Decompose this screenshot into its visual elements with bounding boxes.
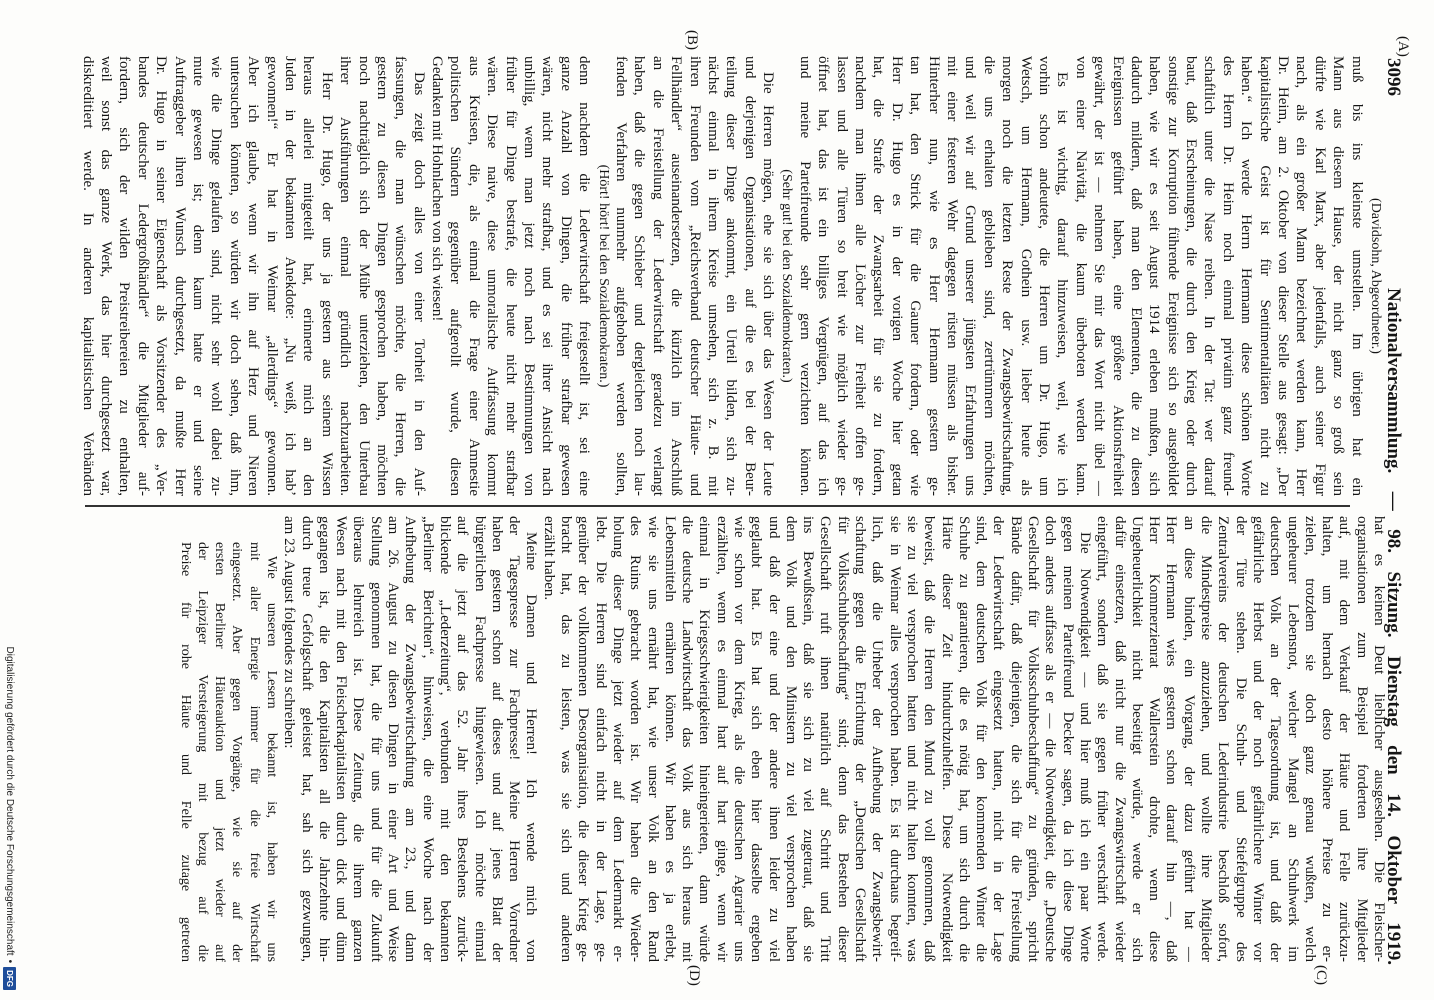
text-line: Die Notwendigkeit — und hier muß ich ein paar Worte: [1076, 532, 1093, 962]
text-line: der Tagespresse zur Fachpresse! Meine Herren Vorredner: [506, 516, 523, 962]
text-line: hat, die Strafe der Zwangsarbeit für sie zu fordern,: [870, 56, 887, 496]
text-line: fenden Verfahren nunmehr aufgehoben werden sollten,: [612, 56, 629, 496]
text-line: Gedanken mit Hohnlachen von sich wiesen!: [429, 56, 446, 322]
text-line: geglaubt hat. Es hat sich eben hier dasselbe ergeben: [748, 516, 765, 962]
text-line: wie sie uns ernährt hat, wie unser Volk an den Rand: [644, 516, 661, 962]
page-number: 3096: [1383, 58, 1404, 96]
text-line: die uns erhalten geblieben sind, zertrümmern möchten,: [980, 56, 997, 496]
text-line: Gesellschaft ruft ihnen natürlich auf Schritt und Tritt: [817, 516, 834, 962]
text-line: Stellung genommen hat, die für uns und für die Zukunft: [367, 516, 384, 962]
text-line: sind, dem deutschen Volk für den kommenden Winter die: [973, 516, 990, 962]
text-line: muß bis ins kleinste umstellen. Im übrigen hat ein: [1348, 56, 1365, 496]
text-line: Preise für rohe Häute und Felle zutage getreten: [177, 542, 193, 962]
text-line: „Berliner Berichten“, hinweisen, die eine Woche nach der: [419, 516, 436, 962]
credit-text: Digitalisierung gefördert durch die Deutsche Forschungsgemeinschaft: [4, 646, 16, 956]
text-line: gewonnen!“ Er hat in Weimar „allerdings“ gewonnen.: [263, 56, 280, 496]
text-line: wie die Dinge gelaufen sind, nicht sehr wohl dabei zu-: [208, 56, 225, 496]
text-line: ungeheurer Lebensnot, welcher Mangel an Schuhwerk im: [1284, 516, 1301, 962]
text-line: tan hat, den Strick für die Gauner fordern, oder wie: [907, 56, 924, 496]
paragraph: [612, 56, 778, 496]
text-line: gewährt, der ist — nehmen Sie mir das Wort nicht übel —: [1091, 56, 1108, 496]
text-line: durch treue Gefolgschaft geleistet hat, sah sich gezwungen,: [298, 516, 315, 962]
text-line: und daß der eine und der andere ihnen leider zu viel: [765, 516, 782, 962]
text-line: bürgerlichen Fachpresse hingewiesen. Ich möchte einmal: [471, 516, 488, 962]
margin-mark-a: (A): [1395, 36, 1411, 57]
interjection: [1366, 56, 1384, 496]
text-line: Wetsch, um Hermann, Gothein usw. lieber heute als: [1017, 56, 1034, 496]
text-line: gegen meinen Parteifreund Decker sagen, da ich diese Dinge: [1059, 516, 1076, 962]
text-line: öffnet hat, das ist ein billiges Vergnügen, auf das ich: [815, 56, 832, 496]
text-line: Herr Kommerzienrat Wallerstein drohte, wenn diese: [1146, 516, 1163, 962]
text-line: und weil wir auf Grund unserer jüngsten Erfahrungen uns: [962, 56, 979, 496]
text-line: Wesen nach mit den Fleischerkapitalisten durch dick und dünn: [333, 516, 350, 962]
text-line: Wie unseren Lesern bekannt ist, haben wir uns: [264, 556, 279, 962]
text-line: teilung dieser Dinge ankommt, ein Urteil bilden, sich zu-: [723, 56, 740, 496]
paragraph: [78, 56, 335, 496]
text-column-right: [176, 516, 1387, 962]
text-line: überaus lehrreich ist. Diese Zeitung, die ihrem ganzen: [350, 516, 367, 962]
text-line: erzählten, wenn es einmal hart auf hart ginge, wenn wir: [713, 516, 730, 962]
text-line: gegangen ist, die den Kapitalisten all die Jahrzehnte hin-: [315, 516, 332, 962]
text-line: mit einer festeren Wehr dagegen rüsten müssen als bisher.: [944, 56, 961, 496]
text-line: des Herrn Dr. Heim noch einmal privatim ganz freund-: [1219, 56, 1236, 496]
text-line: noch nachträglich sich der Mühe unterziehen, den Unterbau: [355, 56, 372, 496]
text-line: einmal in Kriegsschwierigkeiten hineingerieten, dann würde: [696, 516, 713, 962]
text-line: sonstige zur Korruption führende Ereignisse sich so ausgebildet: [1164, 56, 1181, 496]
text-line: der Lederwirtschaft eingesetzt hatten, nicht in der Lage: [990, 516, 1007, 962]
text-line: haben.“ Ich werde Herrn Hermann diese schönen Worte: [1238, 56, 1255, 496]
text-line: halten, um hernach desto höhere Preise zu er-: [1319, 516, 1336, 962]
interjection-line: (Sehr gut! bei den Sozialdemokraten.): [779, 169, 795, 383]
text-line: vorhin schon andeutete, die Herren um Dr. Hugo, um: [1035, 56, 1052, 496]
text-line: haben gestern schon auf dieses und auf jenes Blatt der: [488, 516, 505, 962]
text-line: auf die jetzt auf das 52. Jahr ihres Bestehens zurück-: [454, 516, 471, 962]
paragraph: [336, 56, 428, 496]
text-line: untersuchen könnten, so würden wir doch sehen, daß ihm,: [226, 56, 243, 496]
text-line: wären. Diese naive, diese unmoralische Auffassung kommt: [484, 56, 501, 496]
text-line: gefährliche Herbst und der noch gefährlichere Winter vor: [1249, 516, 1266, 962]
text-line: lassen und alle Türen so breit wie möglich wieder ge-: [833, 56, 850, 496]
text-line: Ereignissen geführt haben, eine größere Aktionsfreiheit: [1109, 56, 1126, 496]
credit-separator: •: [4, 959, 16, 964]
text-line: nächst einmal in ihrem Kreise umsehen, sich z. B. mit: [704, 56, 721, 496]
text-line: Ungeheuerlichkeit nicht beseitigt würde, werde er sich: [1128, 516, 1145, 962]
text-line: deutschen Volk an der Tagesordnung ist, und daß der: [1267, 516, 1284, 962]
text-line: Hinterher nun, wie es Herr Hermann gestern ge-: [925, 56, 942, 496]
text-line: denn nachdem die Lederwirtschaft freigestellt ist, sei eine: [576, 56, 593, 496]
text-line: ins Bewußtsein, daß sie sich zu viel zugetraut, daß sie: [800, 516, 817, 962]
text-line: politischen Sündern gegenüber aufgerollt wurde, diesen: [447, 56, 464, 496]
interjection-line: (Davidsohn, Abgeordneter.): [1368, 198, 1383, 354]
text-line: Herr Hermann wies gestern schon darauf hin —, daß: [1163, 516, 1180, 962]
text-line: bandes deutscher Ledergroßhändler“ die Mitglieder auf-: [134, 56, 151, 496]
paragraph: [796, 56, 1072, 496]
text-line: und meine Parteifreunde sehr gern verzichten können.: [796, 56, 813, 496]
text-line: ihrer Ausführungen einmal gründlich nachzuarbeiten.: [337, 56, 354, 496]
text-line: Die Herren mögen, ehe sie sich über das Wesen der Leute: [760, 72, 777, 496]
text-line: zielen, trotzdem sie doch ganz genau wußten, welch: [1301, 516, 1318, 962]
paragraph: [539, 516, 1093, 962]
text-line: Mann aus diesem Hause, der nicht ganz so groß sein: [1330, 56, 1347, 496]
text-line: aus Kreisen, die, als einmal die Frage einer Amnestie: [465, 56, 482, 496]
text-line: schaftung gegen die Errichtung der „Deutschen Gesellschaft: [852, 516, 869, 962]
text-column-left: [78, 56, 1384, 496]
text-line: blickende „Lederzeitung“, verbunden mit den bekannten: [436, 516, 453, 962]
text-line: Zentralvereins der deutschen Lederindustrie beschloß sofort,: [1215, 516, 1232, 962]
text-line: haben, wie wir es seit August 1914 erleben mußten, sich: [1146, 56, 1163, 496]
paragraph: [280, 516, 539, 962]
text-line: Fellhändler“ auseinandersetzen, die kürzlich im Anschluß: [668, 56, 685, 496]
text-line: Herr Dr. Hugo, der uns ja gestern aus seinem Wissen: [318, 72, 335, 496]
text-line: dem Volk und den Ministern zu viel versprochen haben: [782, 516, 799, 962]
text-line: nachdem man ihnen alle Löcher zur Freiheit offen ge-: [852, 56, 869, 496]
text-line: holung dieser Dinge jetzt wieder auf dem Ledermarkt er-: [609, 516, 626, 962]
text-line: wie schon vor dem Krieg, als die deutschen Agrarier uns: [731, 516, 748, 962]
text-line: genüber der vollkommenen Desorganisation, die dieser Krieg ge-: [575, 516, 592, 962]
text-line: ihren Freunden vom „Reichsverband deutscher Häute- und: [686, 56, 703, 496]
text-line: am 23. August folgendes zu schreiben:: [281, 516, 298, 749]
text-line: die Mindestpreise anzuziehen, und wollte ihre Mitglieder: [1198, 516, 1215, 962]
text-line: gestern zu diesen Dingen gesprochen haben, möchten: [373, 56, 390, 496]
text-line: sie zu viel versprochen hatten und nicht halten konnten, was: [903, 516, 920, 962]
text-line: an diese binden, ein Vorgang, der dazu geführt hat —: [1180, 516, 1197, 962]
text-line: erzählt haben.: [540, 516, 557, 601]
interjection: [593, 56, 611, 496]
text-line: organisationen zum Beispiel forderten ihre Mitglieder: [1353, 516, 1370, 962]
text-line: Herr Dr. Hugo es in der vorigen Woche hier getan: [888, 56, 905, 496]
margin-mark-b: (B): [684, 30, 700, 50]
text-line: Schuhe zu garantieren, die es nötig hat, um sich durch die: [955, 516, 972, 962]
text-line: heraus allerlei mitgeteilt hat, erinnerte mich an den: [300, 56, 317, 496]
text-line: für Volksschuhbeschaffung“ sind; denn das Bestehen dieser: [834, 516, 851, 962]
text-line: fassungen, die man wünschen möchte, die Herren, die: [392, 56, 409, 496]
column-divider: [85, 505, 1350, 507]
text-line: Dr. Hugo in seiner Eigenschaft als Vorsitzender des „Ver-: [153, 56, 170, 496]
text-line: wären, nicht mehr strafbar, und es sei ihrer Ansicht nach: [539, 56, 556, 496]
text-line: weil sonst das ganze Werk, das hier durchgesetzt war,: [98, 56, 115, 496]
text-line: dürfte wie Karl Marx, aber jedenfalls, auch seiner Figur: [1311, 56, 1328, 496]
text-line: Auftraggeber ihren Wunsch durchgesetzt, da mußte Herr: [171, 56, 188, 496]
text-line: schaftlich unter die Nase reiben. In der Tat: wer darauf: [1201, 56, 1218, 496]
text-line: eingesetzt. Aber gegen Vorgänge, wie sie auf der: [229, 542, 245, 962]
text-line: der Leipziger Versteigerung mit bezug auf die: [194, 542, 210, 962]
text-line: bracht hat, das zu leisten, was sie sich und anderen: [558, 516, 575, 962]
text-line: doch anders auffasse als er — die Notwendigkeit, die „Deutsche: [1042, 516, 1059, 962]
text-line: Gesellschaft für Volksschuhbeschaffung“ zu gründen, spricht: [1025, 516, 1042, 962]
text-line: kapitalistische Geist ist für Sentimentalitäten nicht zu: [1256, 56, 1273, 496]
text-line: am 26. August zu diesen Dingen in einer Art und Weise: [385, 516, 402, 962]
text-line: hat es keinen Deut lieblicher ausgesehen. Die Fleischer-: [1371, 516, 1387, 962]
text-line: Lebensmitteln ernähren können. Wir haben es ja erlebt,: [661, 516, 678, 962]
text-line: unbillig, wenn man jetzt noch nach Bestimmungen von: [521, 56, 538, 496]
text-line: auf, mit dem Verkauf der Häute und Felle zurückzu-: [1336, 516, 1353, 962]
text-line: sie in Weimar alles versprochen haben. Es ist durchaus begreif-: [886, 516, 903, 962]
text-line: und derjenigen Organisationen, auf die es bei der Beur-: [741, 56, 758, 496]
interjection-line: (Hört! hört! bei den Sozialdemokraten.): [595, 164, 611, 388]
margin-mark-c: (C): [1313, 965, 1329, 985]
text-line: mit aller Energie immer für die freie Wirtschaft: [246, 542, 262, 962]
text-line: fordern, sich der wilden Preistreibereien zu enthalten,: [116, 56, 133, 496]
text-line: baut, daß Erscheinungen, die durch den Krieg oder durch: [1183, 56, 1200, 496]
paragraph: [1093, 516, 1387, 962]
text-line: dafür einsetzen, daß nicht nur die Zwangswirtschaft wieder: [1111, 516, 1128, 962]
text-line: dadurch mildern, daß man den Elementen, die zu diesen: [1127, 56, 1144, 496]
text-line: Aufhebung der Zwangsbewirtschaftung am 23., und dann: [402, 516, 419, 962]
digitization-credit: [3, 647, 17, 990]
text-line: ersten Berliner Häuteauktion und jetzt wieder auf: [212, 542, 228, 962]
margin-mark-d: (D): [686, 965, 702, 986]
text-line: nach, als ein großer Mann bezeichnet werden kann, Herr: [1293, 56, 1310, 496]
dfg-logo-icon: DFG: [4, 967, 17, 990]
text-line: eingeführt, sondern daß sie gegen früher verschärft werde.: [1094, 516, 1111, 962]
text-line: an die Freistellung der Lederwirtschaft geradezu verlangt: [649, 56, 666, 496]
interjection: [777, 56, 795, 496]
paragraph: [1071, 56, 1365, 496]
text-line: Härte dieser Zeit hindurchzuhelfen. Diese Notwendigkeit: [938, 516, 955, 962]
text-line: der Türe stehen. Die Schuh- und Stiefelgruppe des: [1232, 516, 1249, 962]
paragraph: [428, 56, 594, 496]
text-line: Das zeigt doch alles von einer Torheit in den Auf-: [410, 72, 427, 496]
text-line: des Ruins gebracht worden ist. Wir haben die Wieder-: [627, 516, 644, 962]
text-line: Juden in der bekannten Anekdote: „Nu weiß, ich hab’: [281, 56, 298, 496]
text-line: Aber ich glaube, wenn wir ihn auf Herz und Nieren: [245, 56, 262, 496]
text-line: Dr. Heim, am 2. Oktober von dieser Stelle aus gesagt: „Der: [1275, 56, 1292, 496]
quotation: [176, 516, 280, 962]
text-line: diskreditiert werde. In anderen kapitalistischen Verbänden: [79, 56, 96, 496]
text-line: haben, daß die gegen Schieber und dergleichen noch lau-: [631, 56, 648, 496]
text-line: früher für Dinge bestrafe, die heute nicht mehr strafbar: [502, 56, 519, 496]
text-line: beweist, daß die Herren den Mund zu voll genommen, daß: [921, 516, 938, 962]
text-line: die deutsche Landwirtschaft das Volk aus sich heraus mit: [679, 516, 696, 962]
text-line: von einer Naivität, die kaum überboten werden kann.: [1072, 56, 1089, 496]
text-line: Es ist wichtig, darauf hinzuweisen, weil, wie ich: [1054, 72, 1071, 496]
running-title: Nationalversammlung. — 98. Sitzung. Dienstag den 14. Oktober 1919.: [1383, 288, 1404, 965]
text-line: ganze Anzahl von Dingen, die früher strafbar gewesen: [557, 56, 574, 496]
text-line: lebt. Die Herren sind einfach nicht in der Lage, ge-: [592, 516, 609, 962]
text-line: morgen noch die letzten Reste der Zwangsbewirtschaftung,: [999, 56, 1016, 496]
text-line: lich, daß die Urheber der Aufhebung der Zwangsbewirt-: [869, 516, 886, 962]
text-line: mute gewesen ist; denn kaum hatte er und seine: [190, 56, 206, 496]
text-line: Meine Damen und Herren! Ich wende mich von: [523, 532, 540, 962]
text-line: Bände dafür, daß diejenigen, die sich für die Freistellung: [1007, 516, 1024, 962]
